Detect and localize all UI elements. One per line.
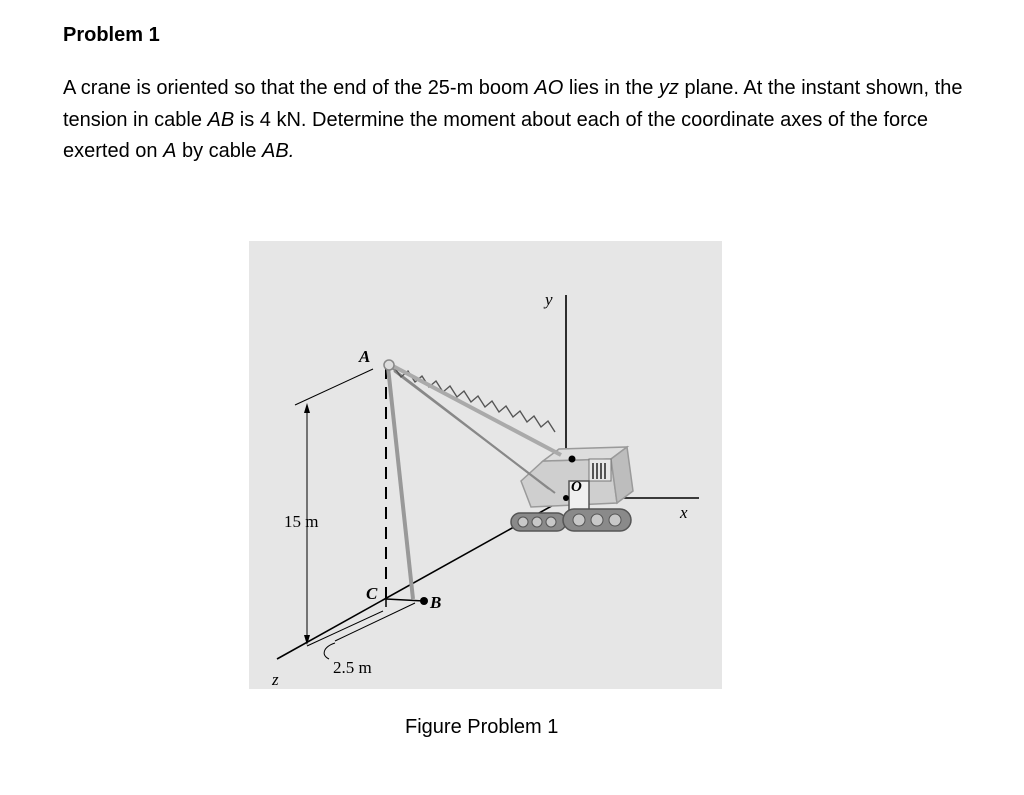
pendant-cable (391, 365, 561, 455)
cable-label-2: AB. (262, 140, 295, 162)
boom-lower-chord (394, 371, 555, 493)
crane-figure (249, 241, 722, 689)
boom-lattice (394, 367, 555, 432)
plane-label: yz (658, 77, 679, 99)
problem-title: Problem 1 (63, 24, 160, 46)
height-label: 15 m (284, 512, 319, 531)
z-axis-label: z (272, 670, 279, 689)
boom-label: AO (534, 77, 564, 99)
origin-dot (563, 495, 569, 501)
dimension-extension-bottom (307, 611, 383, 646)
offset-label: 2.5 m (333, 658, 372, 677)
height-arrow-top (304, 403, 310, 413)
text-segment: by cable (176, 140, 263, 162)
point-b-label: B (430, 593, 442, 612)
point-b-dot (420, 597, 428, 605)
cable-label: AB (207, 108, 235, 131)
pendant-dot (569, 456, 576, 463)
point-c-label: C (366, 584, 378, 603)
cable-ab (388, 367, 413, 599)
boom-tip (384, 360, 394, 370)
text-segment: A crane is oriented so that the end of the 25-m boom (63, 77, 535, 99)
offset-leader (324, 643, 335, 659)
y-axis-label: y (545, 290, 553, 309)
text-segment: is 4 kN. Determine the moment about each of the coordinate axes of the force exerted on (63, 108, 928, 162)
x-axis-label: x (680, 503, 688, 522)
dimension-extension-top (295, 369, 373, 405)
point-a-label: A (359, 347, 371, 366)
point-o-label: O (571, 479, 582, 495)
point-label: A (163, 140, 177, 162)
cb-line (386, 599, 424, 601)
text-segment: lies in the (563, 77, 659, 99)
problem-statement (63, 73, 963, 168)
offset-dimension-line (335, 603, 415, 641)
text-segment: plane. At the instant shown, the tension in cable (63, 77, 963, 131)
figure-caption: Figure Problem 1 (405, 716, 559, 738)
